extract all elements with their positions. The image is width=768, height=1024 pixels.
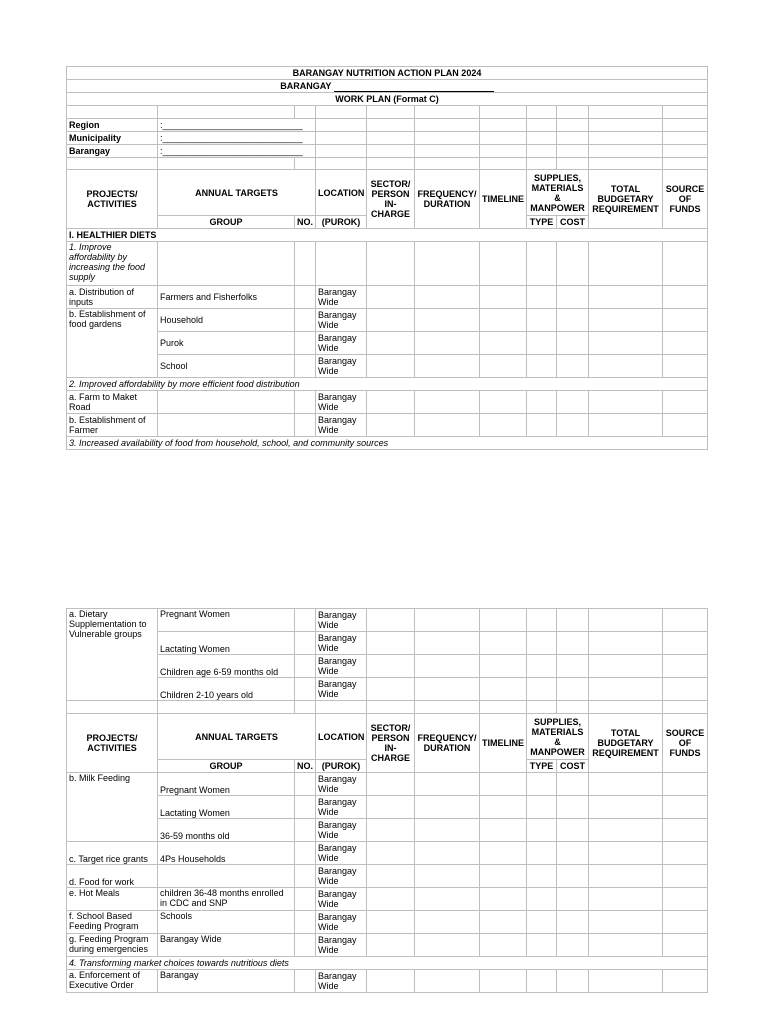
table-row: b. Establishment of Farmer Barangay Wide [67,414,708,437]
table-row: School Barangay Wide [67,355,708,378]
group-header: GROUP [158,216,295,229]
table-row: 36-59 months old Barangay Wide [67,819,708,842]
no-header: NO. [295,760,316,773]
annual-targets-header: ANNUAL TARGETS [158,170,316,216]
work-plan-subtitle: WORK PLAN (Format C) [67,93,708,106]
location-header: LOCATION [316,714,367,760]
table-row: b. Milk Feeding Pregnant Women Barangay Wide [67,773,708,796]
work-plan-table-2 [66,608,708,993]
projects-header: PROJECTS/ ACTIVITIES [67,170,158,229]
table-row: Lactating Women Barangay Wide [67,796,708,819]
table-row: Purok Barangay Wide [67,332,708,355]
table-row: a. Dietary Supplementation to Vulnerable groups Pregnant Women Barangay Wide [67,609,708,632]
barangay-field[interactable]: :____________________________ [158,145,316,158]
table-row: a. Enforcement of Executive Order Barangay Barangay Wide [67,970,708,993]
table-row: a. Farm to Maket Road Barangay Wide [67,391,708,414]
table-row: b. Establishment of food gardens Household Barangay Wide [67,309,708,332]
sector-header: SECTOR/ PERSON IN-CHARGE [367,714,415,773]
municipality-label: Municipality [67,132,158,145]
region-field[interactable]: :____________________________ [158,119,316,132]
type-header: TYPE [527,760,557,773]
table-row: g. Feeding Program during emergencies Barangay Wide Barangay Wide [67,934,708,957]
subsection-4: 4. Transforming market choices towards nutritious diets [67,957,708,970]
total-budget-header: TOTAL BUDGETARY REQUIREMENT [589,714,663,773]
no-header: NO. [295,216,316,229]
annual-targets-header: ANNUAL TARGETS [158,714,316,760]
location-header: LOCATION [316,170,367,216]
table-row: d. Food for work Barangay Wide [67,865,708,888]
municipality-field[interactable]: :____________________________ [158,132,316,145]
cost-header: COST [557,216,589,229]
timeline-header: TIMELINE [480,714,527,773]
purok-header: (PUROK) [316,760,367,773]
group-header: GROUP [158,760,295,773]
plan-title: BARANGAY NUTRITION ACTION PLAN 2024 [67,67,708,80]
work-plan-table-1 [66,66,708,450]
subsection-2: 2. Improved affordability by more efficient food distribution [67,378,708,391]
total-budget-header: TOTAL BUDGETARY REQUIREMENT [589,170,663,229]
cost-header: COST [557,760,589,773]
section-healthier-diets: I. HEALTHIER DIETS [67,229,708,242]
table-row: Lactating Women Barangay Wide [67,632,708,655]
subsection-3: 3. Increased availability of food from household, school, and community sources [67,437,708,450]
table-row: a. Distribution of inputs Farmers and Fisherfolks Barangay Wide [67,286,708,309]
frequency-header: FREQUENCY/ DURATION [415,714,480,773]
table-row: f. School Based Feeding Program Schools Barangay Wide [67,911,708,934]
barangay-label: Barangay [67,145,158,158]
subsection-1: 1. Improve affordability by increasing the food supply [67,242,158,286]
table-row: Children age 6-59 months old Barangay Wide [67,655,708,678]
projects-header: PROJECTS/ ACTIVITIES [67,714,158,773]
purok-header: (PUROK) [316,216,367,229]
type-header: TYPE [527,216,557,229]
barangay-title: BARANGAY [67,80,708,93]
source-of-funds-header: SOURCE OF FUNDS [663,170,708,229]
supplies-header: SUPPLIES, MATERIALS & MANPOWER [527,714,589,760]
work-plan-sheet-1 [66,66,708,450]
frequency-header: FREQUENCY/ DURATION [415,170,480,229]
sector-header: SECTOR/ PERSON IN-CHARGE [367,170,415,229]
source-of-funds-header: SOURCE OF FUNDS [663,714,708,773]
work-plan-sheet-2 [66,608,708,993]
table-row: e. Hot Meals children 36-48 months enrolled in CDC and SNP Barangay Wide [67,888,708,911]
table-row: c. Target rice grants 4Ps Households Barangay Wide [67,842,708,865]
region-label: Region [67,119,158,132]
table-row: Children 2-10 years old Barangay Wide [67,678,708,701]
timeline-header: TIMELINE [480,170,527,229]
supplies-header: SUPPLIES, MATERIALS & MANPOWER [527,170,589,216]
